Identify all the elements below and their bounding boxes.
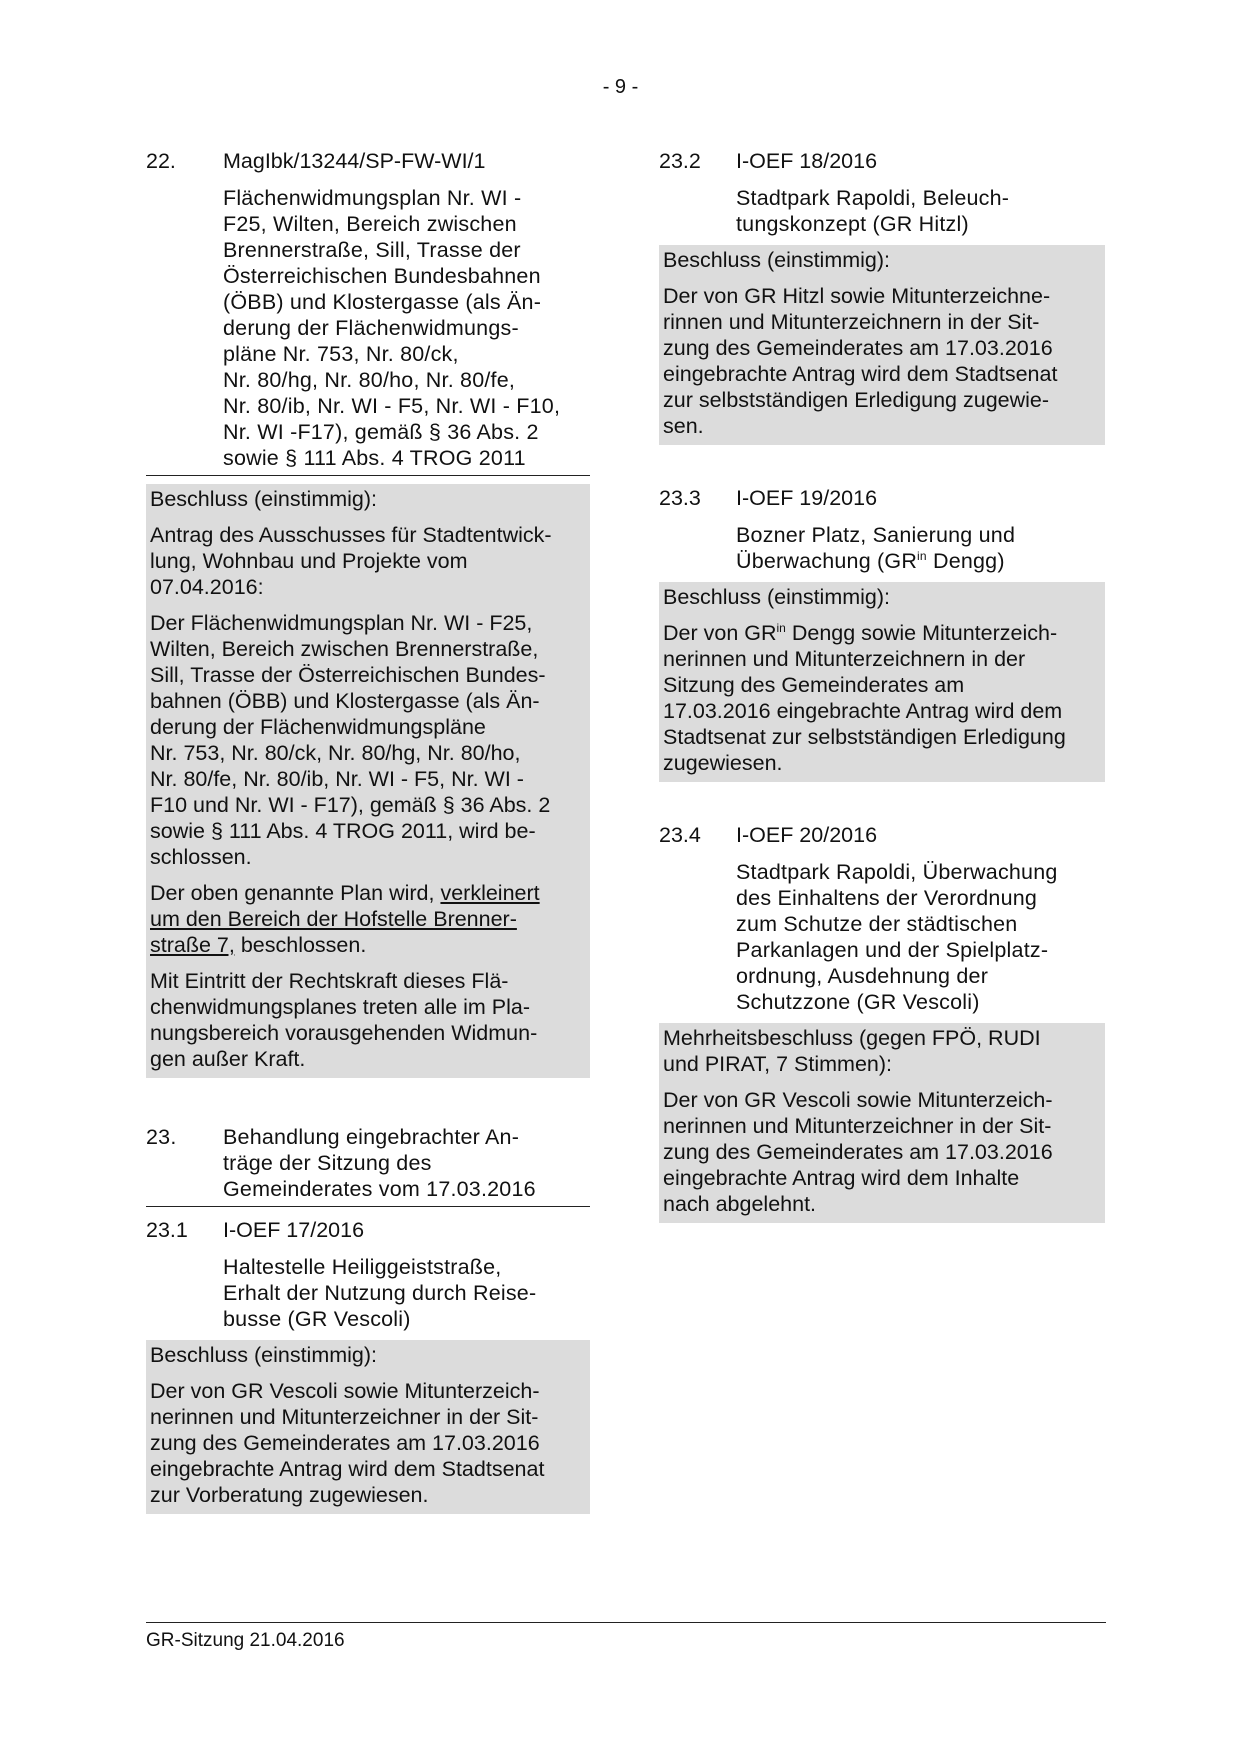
decision-paragraph: Der von $GR^{in}$ Dengg sowie Mitunterzeich- nerinnen und Mitunterzeichnern in der Sitzung des Gemeinderates am 17.03.2016 eingebrachte Antrag wird dem Stadtsenat zur selbstständigen Erledigung zugewiesen. bbox=[663, 620, 1066, 775]
decision-label: Beschluss (einstimmig): bbox=[663, 248, 890, 272]
item-number: 23.1 bbox=[146, 1218, 188, 1242]
decision-paragraph: Der von GR Vescoli sowie Mitunterzeich- nerinnen und Mitunterzeichner in der Sit- zung des Gemeinderates am 17.03.2016 eingebrachte Antrag wird dem Stadtsenat zur Vorberatung zugewiesen. bbox=[150, 1379, 545, 1507]
decision-paragraph: Der von GR Hitzl sowie Mitunterzeichne- rinnen und Mitunterzeichnern in der Sit- zung des Gemeinderates am 17.03.2016 eingebrachte Antrag wird dem Stadtsenat zur selbstständigen Erledigung zugewie- sen. bbox=[663, 284, 1058, 438]
item-description: Flächenwidmungsplan Nr. WI - F25, Wilten, Bereich zwischen Brennerstraße, Sill, Trasse der Österreichischen Bundesbahnen (ÖBB) und Klostergasse (als Än- derung der Flächenwidmungs- pläne Nr. 753, Nr. 80/ck, Nr. 80/hg, Nr. 80/ho, Nr. 80/fe, Nr. 80/ib, Nr. WI - F5, Nr. WI - F10, Nr. WI -F17), gemäß § 36 Abs. 2 sowie § 111 Abs. 4 TROG 2011 bbox=[223, 186, 561, 470]
decision-label: Beschluss (einstimmig): bbox=[663, 585, 890, 609]
left-column bbox=[146, 148, 590, 1514]
item-title: Behandlung eingebrachter An- träge der Sitzung des Gemeinderates vom 17.03.2016 bbox=[223, 1125, 536, 1201]
item-reference: I-OEF 17/2016 bbox=[223, 1218, 365, 1242]
decision-label: Beschluss (einstimmig): bbox=[150, 1343, 377, 1367]
decision-box bbox=[146, 1340, 590, 1514]
item-description: Stadtpark Rapoldi, Überwachung des Einhaltens der Verordnung zum Schutze der städtischen Parkanlagen und der Spielplatz- ordnung, Ausdehnung der Schutzzone (GR Vescoli) bbox=[736, 860, 1058, 1014]
decision-label: Beschluss (einstimmig): bbox=[150, 487, 377, 511]
right-column bbox=[659, 148, 1105, 1223]
item-reference: MagIbk/13244/SP-FW-WI/1 bbox=[223, 149, 486, 173]
decision-box bbox=[659, 1023, 1105, 1223]
item-reference: I-OEF 18/2016 bbox=[736, 149, 878, 173]
page-number: - 9 - bbox=[602, 76, 639, 98]
item-number: 23.3 bbox=[659, 486, 701, 510]
decision-paragraph: Mit Eintritt der Rechtskraft dieses Flä- chenwidmungsplanes treten alle im Pla- nungsbereich vorausgehenden Widmun- gen außer Kraft. bbox=[150, 969, 538, 1071]
decision-paragraph: Der oben genannte Plan wird, verkleinert um den Bereich der Hofstelle Brenner- straße 7, beschlossen. bbox=[150, 881, 540, 957]
item-number: 23.2 bbox=[659, 149, 701, 173]
item-description: Stadtpark Rapoldi, Beleuch- tungskonzept (GR Hitzl) bbox=[736, 186, 1010, 236]
item-number: 22. bbox=[146, 149, 176, 173]
item-number: 23. bbox=[146, 1125, 177, 1149]
item-23-1-header bbox=[146, 1217, 590, 1243]
decision-label: Mehrheitsbeschluss (gegen FPÖ, RUDI und PIRAT, 7 Stimmen): bbox=[663, 1026, 1041, 1076]
item-22-header bbox=[146, 148, 590, 476]
decision-paragraph: Antrag des Ausschusses für Stadtentwick- lung, Wohnbau und Projekte vom 07.04.2016: bbox=[150, 523, 552, 599]
page-footer: GR-Sitzung 21.04.2016 bbox=[146, 1622, 1106, 1654]
decision-paragraph: Der von GR Vescoli sowie Mitunterzeich- nerinnen und Mitunterzeichner in der Sit- zung des Gemeinderates am 17.03.2016 eingebrachte Antrag wird dem Inhalte nach abgelehnt. bbox=[663, 1088, 1053, 1216]
decision-box bbox=[659, 582, 1105, 782]
item-description: Haltestelle Heiliggeiststraße, Erhalt der Nutzung durch Reise- busse (GR Vescoli) bbox=[223, 1255, 537, 1331]
decision-paragraph: Der Flächenwidmungsplan Nr. WI - F25, Wilten, Bereich zwischen Brennerstraße, Sill, Trasse der Österreichischen Bundes- bahnen (ÖBB) und Klostergasse (als Än- derung der Flächenwidmungspläne Nr. 753, Nr. 80/ck, Nr. 80/hg, Nr. 80/ho, Nr. 80/fe, Nr. 80/ib, Nr. WI - F5, Nr. WI - F10 und Nr. WI - F17), gemäß § 36 Abs. 2 sowie § 111 Abs. 4 TROG 2011, wird be- schlossen. bbox=[150, 611, 551, 869]
decision-box bbox=[146, 484, 590, 1078]
item-description: Bozner Platz, Sanierung und Überwachung ($GR^{in}$ Dengg) bbox=[736, 523, 1016, 573]
item-reference: I-OEF 19/2016 bbox=[736, 486, 878, 510]
item-23-4-header bbox=[659, 822, 1105, 848]
decision-box bbox=[659, 245, 1105, 445]
item-23-2-header bbox=[659, 148, 1105, 174]
item-reference: I-OEF 20/2016 bbox=[736, 823, 878, 847]
item-23-header bbox=[146, 1124, 590, 1207]
item-23-3-header bbox=[659, 485, 1105, 511]
item-number: 23.4 bbox=[659, 823, 701, 847]
